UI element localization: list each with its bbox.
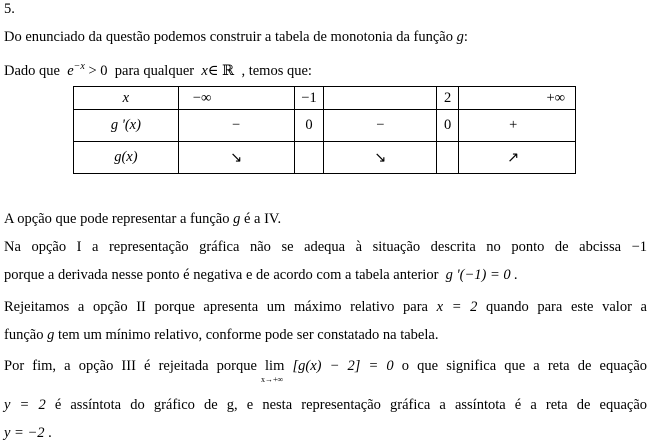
given-expr-rel: > 0 [88, 63, 108, 79]
given-line [4, 58, 312, 80]
p4-l3-period: . [44, 425, 52, 441]
limit-operator [261, 357, 285, 384]
decreasing-arrow-icon: ↘ [178, 142, 294, 174]
p1-function: g [233, 211, 241, 227]
monotony-table [73, 86, 576, 174]
table-cell: −1 [294, 87, 324, 110]
p3-l2-text-b: tem um mínimo relativo, conforme pode ser constatado na tabela. [57, 327, 439, 343]
p3-l1-tail: quando para este valor a [486, 299, 647, 315]
intro-function: g [456, 29, 464, 45]
paragraph-3-line-2 [4, 326, 438, 344]
table-row-x [74, 87, 576, 110]
paragraph-2-line-2 [4, 266, 518, 284]
table-cell [437, 142, 459, 174]
table-label-x: x [74, 87, 179, 110]
given-set: ∈ ℝ [207, 63, 235, 79]
table-row-derivative [74, 110, 576, 142]
limit-subscript: x→+∞ [261, 375, 284, 384]
table-cell: + [459, 110, 576, 142]
table-cell: − [178, 110, 294, 142]
table-cell: −∞ [178, 87, 294, 110]
p4-l3-formula: y = −2 [4, 425, 45, 441]
p3-l1-text: Rejeitamos a opção II porque apresenta um máximo relativo para [4, 299, 428, 315]
p3-l2-function: g [47, 327, 55, 343]
decreasing-arrow-icon: ↘ [324, 142, 437, 174]
table-cell [324, 87, 437, 110]
given-middle: para qualquer [114, 63, 195, 79]
paragraph-4-line-1 [4, 357, 648, 384]
limit-label: lim [265, 358, 285, 374]
p1-text-a: A opção que pode representar a função [4, 211, 230, 227]
intro-colon: : [463, 29, 468, 45]
p1-text-b: é a IV. [243, 211, 282, 227]
paragraph-1 [4, 210, 281, 228]
table-cell: − [324, 110, 437, 142]
intro-line [4, 28, 468, 46]
given-expr-base: e [67, 63, 74, 79]
p2-l2-formula: g '(−1) = 0 . [445, 267, 518, 283]
table-cell: 0 [437, 110, 459, 142]
p4-l2-formula: y = 2 [4, 397, 46, 413]
table-cell: +∞ [459, 87, 576, 110]
paragraph-4-line-3 [4, 424, 52, 442]
paragraph-3-line-1 [4, 298, 647, 316]
table-cell [294, 142, 324, 174]
p4-l1-tail: o que significa que a reta de equação [401, 358, 648, 374]
p4-l2-text: é assíntota do gráfico de g, e nesta representação gráfica a assíntota é a reta de equação [54, 397, 648, 413]
given-expr-exp: −x [73, 61, 85, 72]
p2-l1-text: Na opção I a representação gráfica não se adequa à situação descrita no ponto de abcissa [4, 239, 622, 255]
given-x: x [201, 63, 208, 79]
table-label-derivative: g '(x) [74, 110, 179, 142]
intro-text: Do enunciado da questão podemos construir a tabela de monotonia da função [4, 29, 453, 45]
given-prefix: Dado que [4, 63, 60, 79]
table-row-function [74, 142, 576, 174]
p3-l1-formula: x = 2 [436, 299, 478, 315]
p4-l1-text: Por fim, a opção III é rejeitada porque [4, 358, 257, 374]
given-suffix: , temos que: [241, 63, 312, 79]
limit-expression: [g(x) − 2] = 0 [292, 358, 394, 374]
paragraph-4-line-2 [4, 396, 647, 414]
p2-l2-text: porque a derivada nesse ponto é negativa e de acordo com a tabela anterior [4, 267, 439, 283]
question-number: 5. [4, 1, 15, 17]
p3-l2-text-a: função [4, 327, 44, 343]
table-cell: 2 [437, 87, 459, 110]
table-label-function: g(x) [74, 142, 179, 174]
p2-l1-value: −1 [631, 239, 648, 255]
increasing-arrow-icon: ↗ [459, 142, 576, 174]
paragraph-2-line-1 [4, 238, 647, 256]
table-cell: 0 [294, 110, 324, 142]
